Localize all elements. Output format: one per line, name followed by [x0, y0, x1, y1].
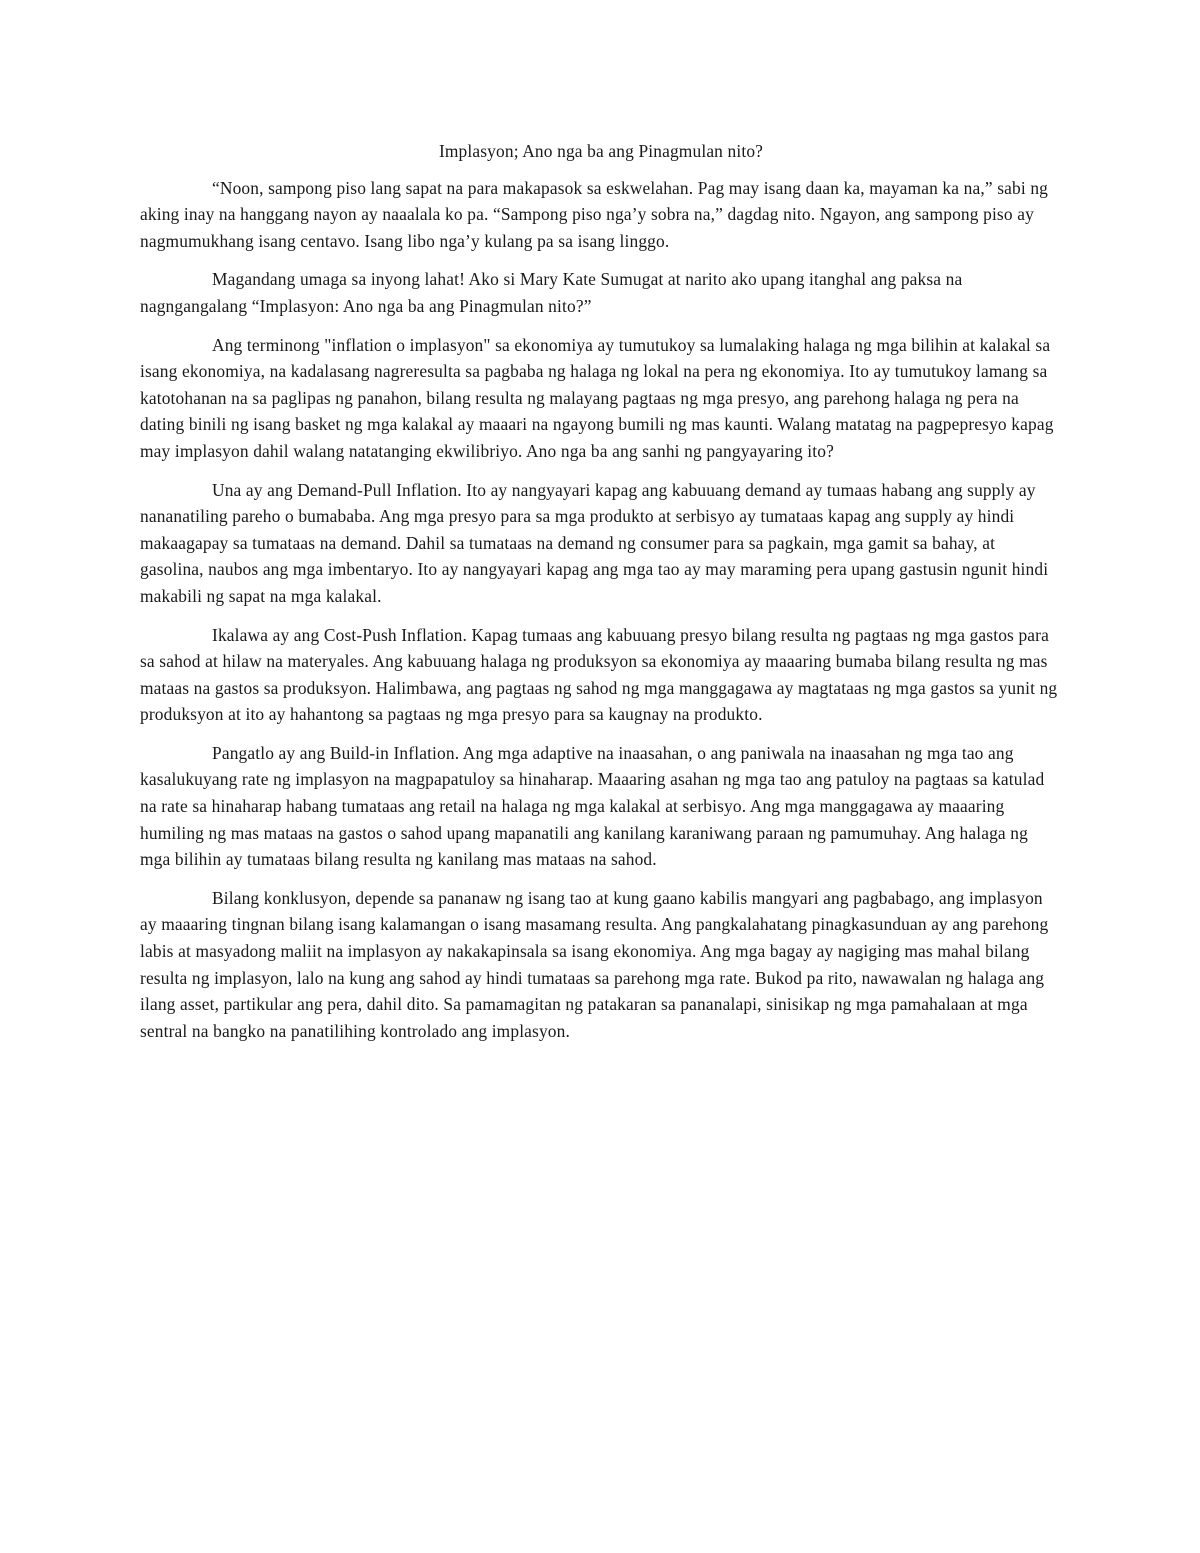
paragraph-greeting: Magandang umaga sa inyong lahat! Ako si Mary Kate Sumugat at narito ako upang itanghal ang paksa na nagngangalang “Implasyon: Ano nga ba ang Pinagmulan nito?” [140, 269, 963, 316]
paragraph-intro-quote: “Noon, sampong piso lang sapat na para makapasok sa eskwelahan. Pag may isang daan ka, mayaman ka na,” sabi ng aking inay na hanggang nayon ay naaalala ko pa. “Sampong piso nga’y sobra na,” dagdag nito. Ngayon, ang sampong piso ay nagmumukhang isang centavo. Isang libo nga’y kulang pa sa isang linggo. [140, 177, 1049, 251]
paragraph-cost-push: Ikalawa ay ang Cost-Push Inflation. Kapag tumaas ang kabuuang presyo bilang resulta ng pagtaas ng mga gastos para sa sahod at hilaw na materyales. Ang kabuuang halaga ng produksyon sa ekonomiya ay maaaring bumaba bilang resulta ng mas mataas na gastos sa produksyon. Halimbawa, ang pagtaas ng sahod ng mga manggagawa ay magtataas ng mga gastos sa yunit ng produksyon at ito ay hahantong sa pagtaas ng mga presyo para sa kaugnay na produkto. [140, 624, 1058, 725]
document-body [140, 138, 1062, 1056]
paragraph-definition: Ang terminong "inflation o implasyon" sa ekonomiya ay tumutukoy sa lumalaking halaga ng mga bilihin at kalakal sa isang ekonomiya, na kadalasang nagreresulta sa pagbaba ng halaga ng lokal na pera ng ekonomiya. Ito ay tumutukoy lamang sa katotohanan na sa paglipas ng panahon, bilang resulta ng malayang pagtaas ng mga presyo, ang parehong halaga ng pera na dating binili ng isang basket ng mga kalakal ay maaari na ngayong bumili ng mas kaunti. Walang matatag na pagpepresyo kapag may implasyon dahil walang natatanging ekwilibriyo. Ano nga ba ang sanhi ng pangyayaring ito? [140, 334, 1054, 461]
paragraph-build-in: Pangatlo ay ang Build-in Inflation. Ang mga adaptive na inaasahan, o ang paniwala na inaasahan ng mga tao ang kasalukuyang rate ng implasyon na magpapatuloy sa hinaharap. Maaaring asahan ng mga tao ang patuloy na pagtaas sa katulad na rate sa hinaharap habang tumataas ang retail na halaga ng mga kalakal at serbisyo. Ang mga manggagawa ay maaaring humiling ng mas mataas na gastos o sahod upang mapanatili ang kanilang karaniwang paraan ng pamumuhay. Ang halaga ng mga bilihin ay tumataas bilang resulta ng kanilang mas mataas na sahod. [140, 742, 1045, 870]
paragraph-demand-pull: Una ay ang Demand-Pull Inflation. Ito ay nangyayari kapag ang kabuuang demand ay tumaas habang ang supply ay nananatiling pareho o bumababa. Ang mga presyo para sa mga produkto at serbisyo ay tumataas kapag ang supply ay hindi makaagapay sa tumataas na demand. Dahil sa tumataas na demand ng consumer para sa pagkain, mga gamit sa bahay, at gasolina, naubos ang mga imbentaryo. Ito ay nangyayari kapag ang mga tao ay may maraming pera upang gastusin ngunit hindi makabili ng sapat na mga kalakal. [140, 479, 1049, 606]
paragraph-conclusion: Bilang konklusyon, depende sa pananaw ng isang tao at kung gaano kabilis mangyari ang pagbabago, ang implasyon ay maaaring tingnan bilang isang kalamangan o isang masamang resulta. Ang pangkalahatang pinagkasunduan ay ang parehong labis at masyadong maliit na implasyon ay nakakapinsala sa isang ekonomiya. Ang mga bagay ay nagiging mas mahal bilang resulta ng implasyon, lalo na kung ang sahod ay hindi tumataas sa parehong mga rate. Bukod pa rito, nawawalan ng halaga ang ilang asset, partikular ang pera, dahil dito. Sa pamamagitan ng patakaran sa pananalapi, sinisikap ng mga pamahalaan at mga sentral na bangko na panatilihing kontrolado ang implasyon. [140, 887, 1049, 1041]
document-title: Implasyon; Ano nga ba ang Pinagmulan nito? [438, 141, 764, 161]
